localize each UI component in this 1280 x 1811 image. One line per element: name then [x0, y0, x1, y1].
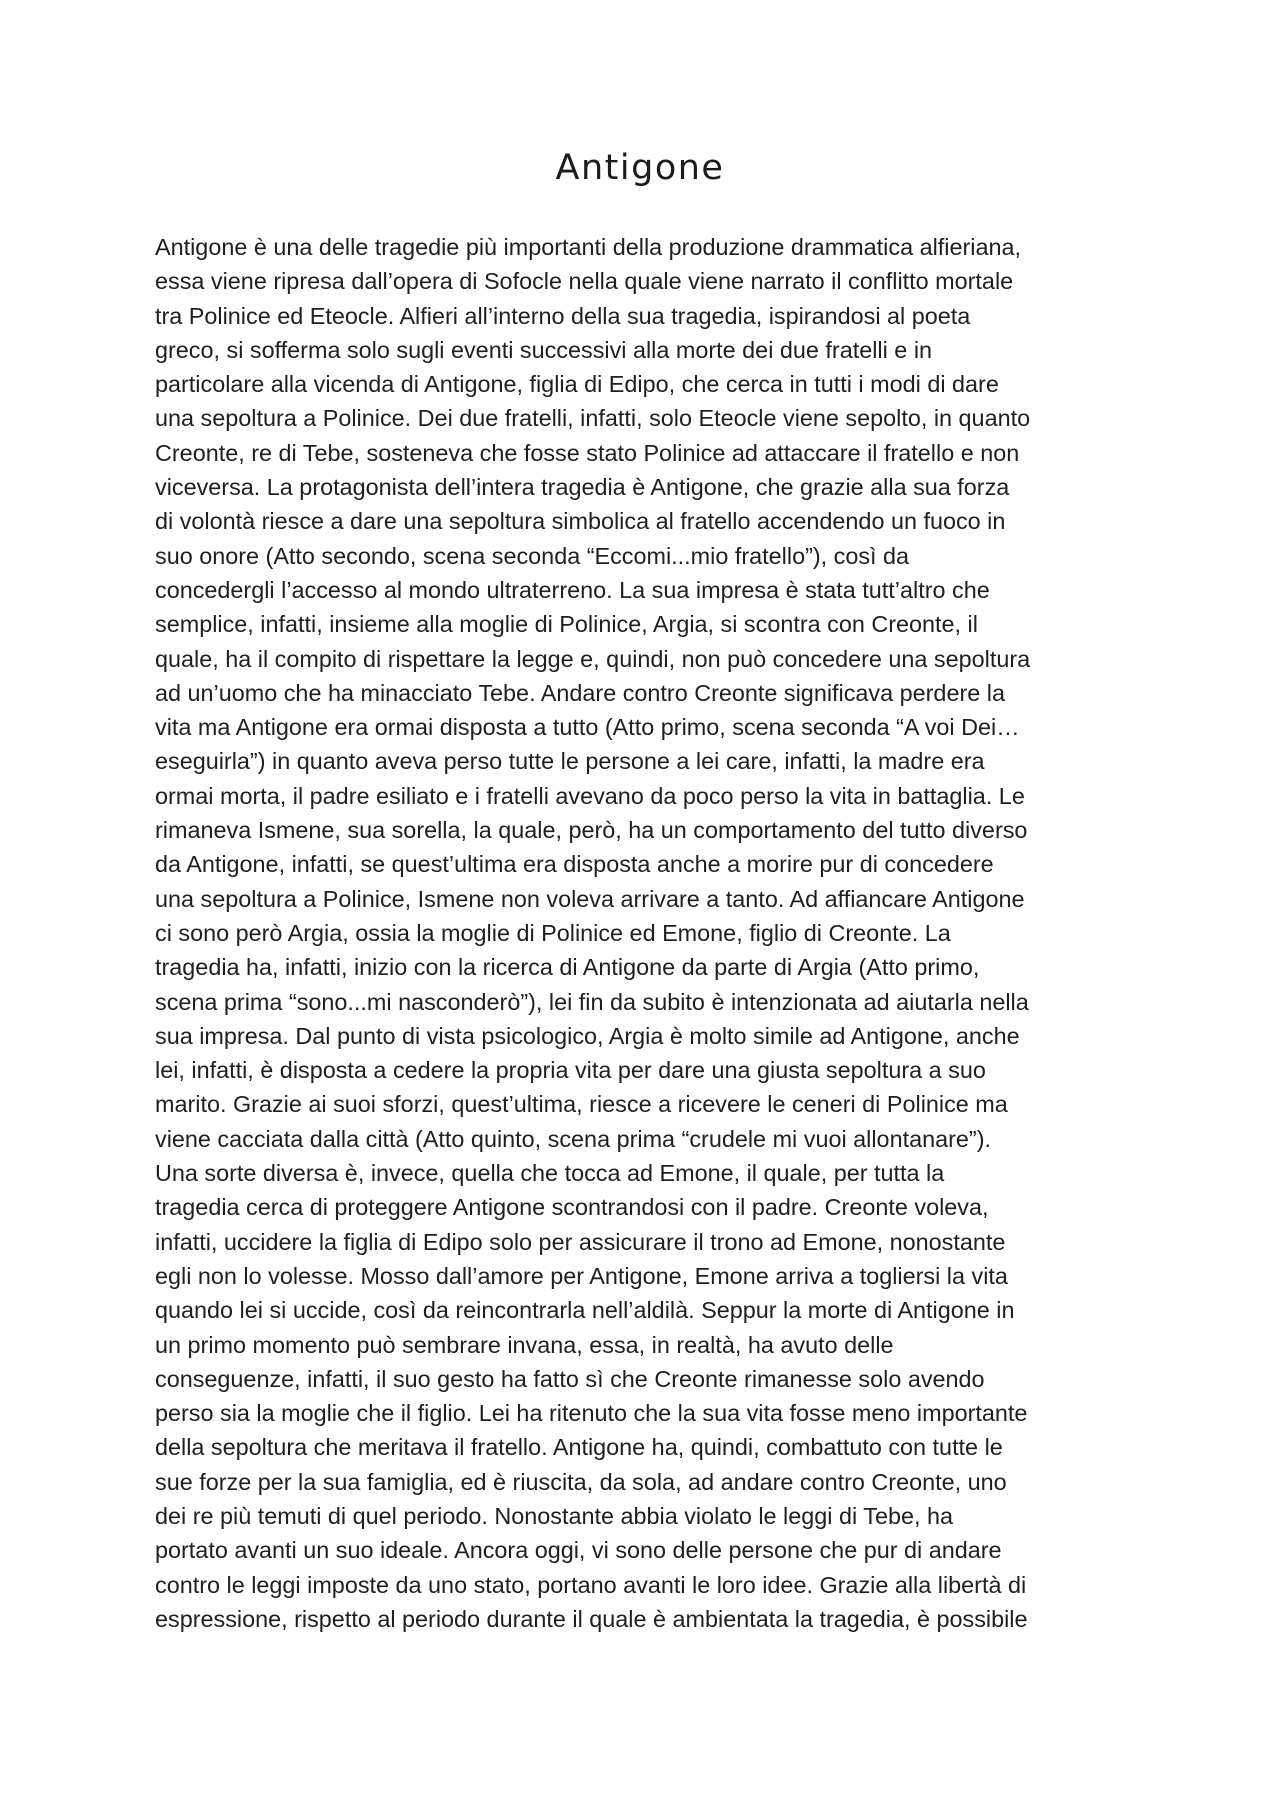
text-line: tra Polinice ed Eteocle. Alfieri all’interno della sua tragedia, ispirandosi al poeta	[155, 302, 971, 329]
text-line: ci sono però Argia, ossia la moglie di Polinice ed Emone, figlio di Creonte. La	[155, 919, 951, 946]
text-line: marito. Grazie ai suoi sforzi, quest’ultima, riesce a ricevere le ceneri di Polinice ma	[155, 1091, 1008, 1118]
text-line: vita ma Antigone era ormai disposta a tutto (Atto primo, scena seconda “A voi Dei…	[155, 714, 1020, 741]
document-body	[155, 230, 1125, 1636]
text-line: una sepoltura a Polinice, Ismene non voleva arrivare a tanto. Ad affiancare Antigone	[155, 885, 1025, 912]
text-line: portato avanti un suo ideale. Ancora oggi, vi sono delle persone che pur di andare	[155, 1537, 1002, 1564]
text-line: viene cacciata dalla città (Atto quinto, scena prima “crudele mi vuoi allontanare”).	[155, 1125, 991, 1152]
text-line: essa viene ripresa dall’opera di Sofocle nella quale viene narrato il conflitto mortale	[155, 268, 1014, 295]
text-line: viceversa. La protagonista dell’intera tragedia è Antigone, che grazie alla sua forza	[155, 474, 1010, 501]
text-line: sue forze per la sua famiglia, ed è riuscita, da sola, ad andare contro Creonte, uno	[155, 1468, 1007, 1495]
text-line: quale, ha il compito di rispettare la legge e, quindi, non può concedere una sepoltura	[155, 645, 1031, 672]
text-line: Creonte, re di Tebe, sosteneva che fosse stato Polinice ad attaccare il fratello e non	[155, 439, 1020, 466]
text-line: una sepoltura a Polinice. Dei due fratelli, infatti, solo Eteocle viene sepolto, in quanto	[155, 405, 1031, 432]
text-line: eseguirla”) in quanto aveva perso tutte le persone a lei care, infatti, la madre era	[155, 748, 985, 775]
text-line: semplice, infatti, insieme alla moglie di Polinice, Argia, si scontra con Creonte, il	[155, 611, 978, 638]
text-line: egli non lo volesse. Mosso dall’amore per Antigone, Emone arriva a togliersi la vita	[155, 1262, 1008, 1289]
text-line: sua impresa. Dal punto di vista psicologico, Argia è molto simile ad Antigone, anche	[155, 1022, 1020, 1049]
text-line: greco, si sofferma solo sugli eventi successivi alla morte dei due fratelli e in	[155, 336, 933, 363]
document-title: Antigone	[555, 148, 725, 188]
text-line: un primo momento può sembrare invana, essa, in realtà, ha avuto delle	[155, 1331, 894, 1358]
text-line: di volontà riesce a dare una sepoltura simbolica al fratello accendendo un fuoco in	[155, 508, 1006, 535]
text-line: ad un’uomo che ha minacciato Tebe. Andare contro Creonte significava perdere la	[155, 679, 1005, 706]
text-line: ormai morta, il padre esiliato e i fratelli avevano da poco perso la vita in battaglia. Le	[155, 782, 1025, 809]
text-line: contro le leggi imposte da uno stato, portano avanti le loro idee. Grazie alla libertà di	[155, 1571, 1027, 1598]
text-line: dei re più temuti di quel periodo. Nonostante abbia violato le leggi di Tebe, ha	[155, 1502, 953, 1529]
text-line: concedergli l’accesso al mondo ultraterreno. La sua impresa è stata tutt’altro che	[155, 576, 990, 603]
text-line: perso sia la moglie che il figlio. Lei ha ritenuto che la sua vita fosse meno importante	[155, 1400, 1028, 1427]
text-line: particolare alla vicenda di Antigone, figlia di Edipo, che cerca in tutti i modi di dare	[155, 371, 999, 398]
text-line: rimaneva Ismene, sua sorella, la quale, però, ha un comportamento del tutto diverso	[155, 817, 1028, 844]
text-line: da Antigone, infatti, se quest’ultima era disposta anche a morire pur di concedere	[155, 851, 994, 878]
text-line: infatti, uccidere la figlia di Edipo solo per assicurare il trono ad Emone, nonostante	[155, 1228, 1006, 1255]
text-line: quando lei si uccide, così da reincontrarla nell’aldilà. Seppur la morte di Antigone in	[155, 1297, 1015, 1324]
text-line: Una sorte diversa è, invece, quella che tocca ad Emone, il quale, per tutta la	[155, 1160, 945, 1187]
text-line: della sepoltura che meritava il fratello. Antigone ha, quindi, combattuto con tutte le	[155, 1434, 1003, 1461]
text-line: scena prima “sono...mi nasconderò”), lei fin da subito è intenzionata ad aiutarla nella	[155, 988, 1029, 1015]
text-line: conseguenze, infatti, il suo gesto ha fatto sì che Creonte rimanesse solo avendo	[155, 1365, 985, 1392]
text-line: Antigone è una delle tragedie più importanti della produzione drammatica alfieriana,	[155, 234, 1021, 260]
text-line: espressione, rispetto al periodo durante il quale è ambientata la tragedia, è possibile	[155, 1605, 1028, 1632]
text-line: suo onore (Atto secondo, scena seconda “Eccomi...mio fratello”), così da	[155, 542, 910, 569]
text-line: tragedia cerca di proteggere Antigone scontrandosi con il padre. Creonte voleva,	[155, 1194, 989, 1221]
text-line: lei, infatti, è disposta a cedere la propria vita per dare una giusta sepoltura a suo	[155, 1057, 986, 1084]
text-line: tragedia ha, infatti, inizio con la ricerca di Antigone da parte di Argia (Atto primo,	[155, 954, 980, 981]
